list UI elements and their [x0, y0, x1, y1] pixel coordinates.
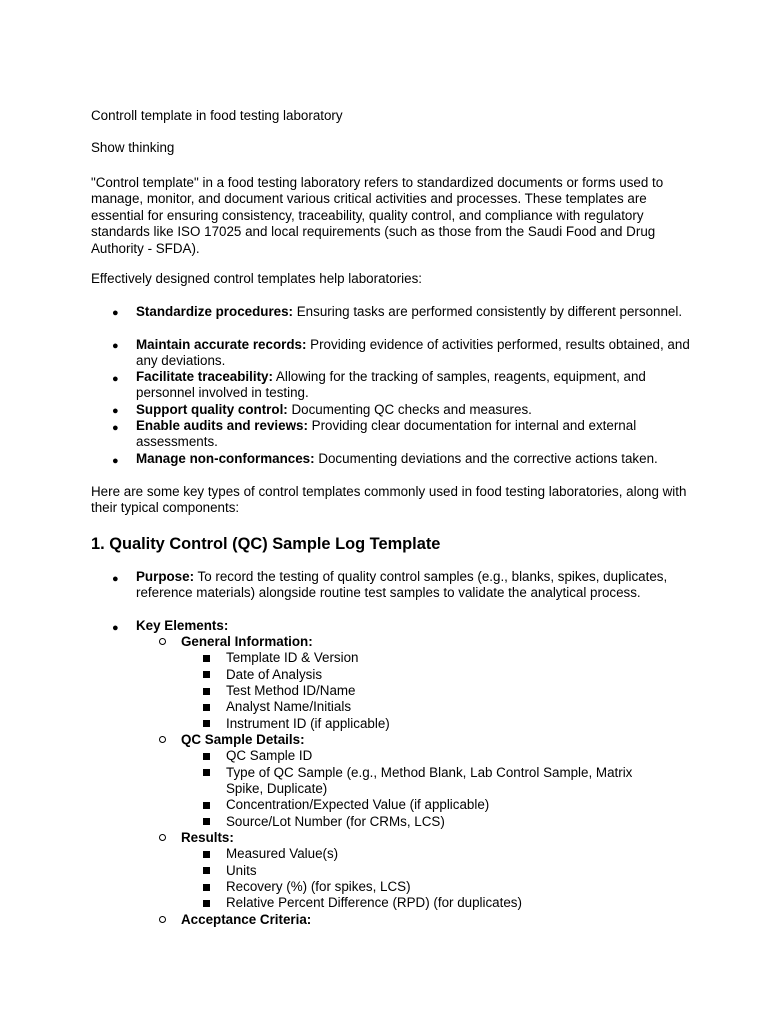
- bullet-icon: ●: [112, 573, 119, 585]
- circle-bullet-icon: [159, 736, 166, 743]
- group-label: QC Sample Details:: [181, 732, 305, 747]
- circle-bullet-icon: [159, 834, 166, 841]
- square-bullet-icon: [203, 900, 210, 907]
- bullet-icon: ●: [112, 455, 119, 467]
- square-bullet-icon: [203, 851, 210, 858]
- list-item: Enable audits and reviews: Providing clear documentation for internal and external assessments.: [136, 418, 637, 450]
- purpose-item: Purpose: To record the testing of quality control samples (e.g., blanks, spikes, duplicates, reference materials) alongside routine test samples to validate the analytical process.: [136, 569, 668, 601]
- bullet-icon: ●: [112, 622, 119, 634]
- square-bullet-icon: [203, 655, 210, 662]
- list-item: Maintain accurate records: Providing evidence of activities performed, results obtained, and any deviations.: [136, 337, 690, 369]
- list-item: Recovery (%) (for spikes, LCS): [226, 879, 411, 894]
- list-item: Source/Lot Number (for CRMs, LCS): [226, 814, 445, 829]
- bullet-icon: ●: [112, 340, 119, 352]
- list-item: Standardize procedures: Ensuring tasks are performed consistently by different personnel.: [136, 304, 683, 319]
- bullet-icon: ●: [112, 307, 119, 319]
- circle-bullet-icon: [159, 916, 166, 923]
- list-item: Test Method ID/Name: [226, 683, 356, 698]
- square-bullet-icon: [203, 802, 210, 809]
- bullet-icon: ●: [112, 405, 119, 417]
- group-label: Results:: [181, 830, 234, 845]
- square-bullet-icon: [203, 688, 210, 695]
- key-elements-label: Key Elements:: [136, 618, 229, 633]
- show-thinking-label[interactable]: Show thinking: [91, 140, 175, 155]
- list-item: Support quality control: Documenting QC checks and measures.: [136, 402, 532, 417]
- list-item: Manage non-conformances: Documenting deviations and the corrective actions taken.: [136, 451, 658, 466]
- list-item: Date of Analysis: [226, 667, 323, 682]
- list-item: Facilitate traceability: Allowing for the tracking of samples, reagents, equipment, and personnel involved in testing.: [136, 369, 646, 401]
- circle-bullet-icon: [159, 638, 166, 645]
- bullet-icon: ●: [112, 422, 119, 434]
- group-label: General Information:: [181, 634, 313, 649]
- square-bullet-icon: [203, 769, 210, 776]
- list-item: QC Sample ID: [226, 748, 313, 763]
- list-item: Relative Percent Difference (RPD) (for duplicates): [226, 895, 522, 910]
- square-bullet-icon: [203, 671, 210, 678]
- group-label: Acceptance Criteria:: [181, 912, 312, 927]
- list-item: Concentration/Expected Value (if applicable): [226, 797, 490, 812]
- list-item: Instrument ID (if applicable): [226, 716, 390, 731]
- square-bullet-icon: [203, 818, 210, 825]
- document-title: Controll template in food testing laboratory: [91, 108, 343, 123]
- square-bullet-icon: [203, 704, 210, 711]
- list-item: Measured Value(s): [226, 846, 339, 861]
- square-bullet-icon: [203, 867, 210, 874]
- list-item: Template ID & Version: [226, 650, 359, 665]
- benefits-lead: Effectively designed control templates help laboratories:: [91, 271, 422, 286]
- section-heading: 1. Quality Control (QC) Sample Log Template: [91, 535, 441, 553]
- square-bullet-icon: [203, 884, 210, 891]
- bullet-icon: ●: [112, 373, 119, 385]
- list-item: Type of QC Sample (e.g., Method Blank, Lab Control Sample, Matrix Spike, Duplicate): [226, 765, 633, 797]
- square-bullet-icon: [203, 720, 210, 727]
- list-item: Units: [226, 863, 257, 878]
- square-bullet-icon: [203, 753, 210, 760]
- intro-paragraph: "Control template" in a food testing laboratory refers to standardized documents or forms used to manage, monitor, and document various critical activities and processes. These templates are essential for ensuring consistency, traceability, quality control, and compliance with regulatory standards like ISO 17025 and local requirements (such as those from the Saudi Food and Drug Authority - SFDA).: [91, 175, 664, 256]
- types-lead: Here are some key types of control templates commonly used in food testing laboratories, along with their typical components:: [91, 484, 687, 516]
- list-item: Analyst Name/Initials: [226, 699, 352, 714]
